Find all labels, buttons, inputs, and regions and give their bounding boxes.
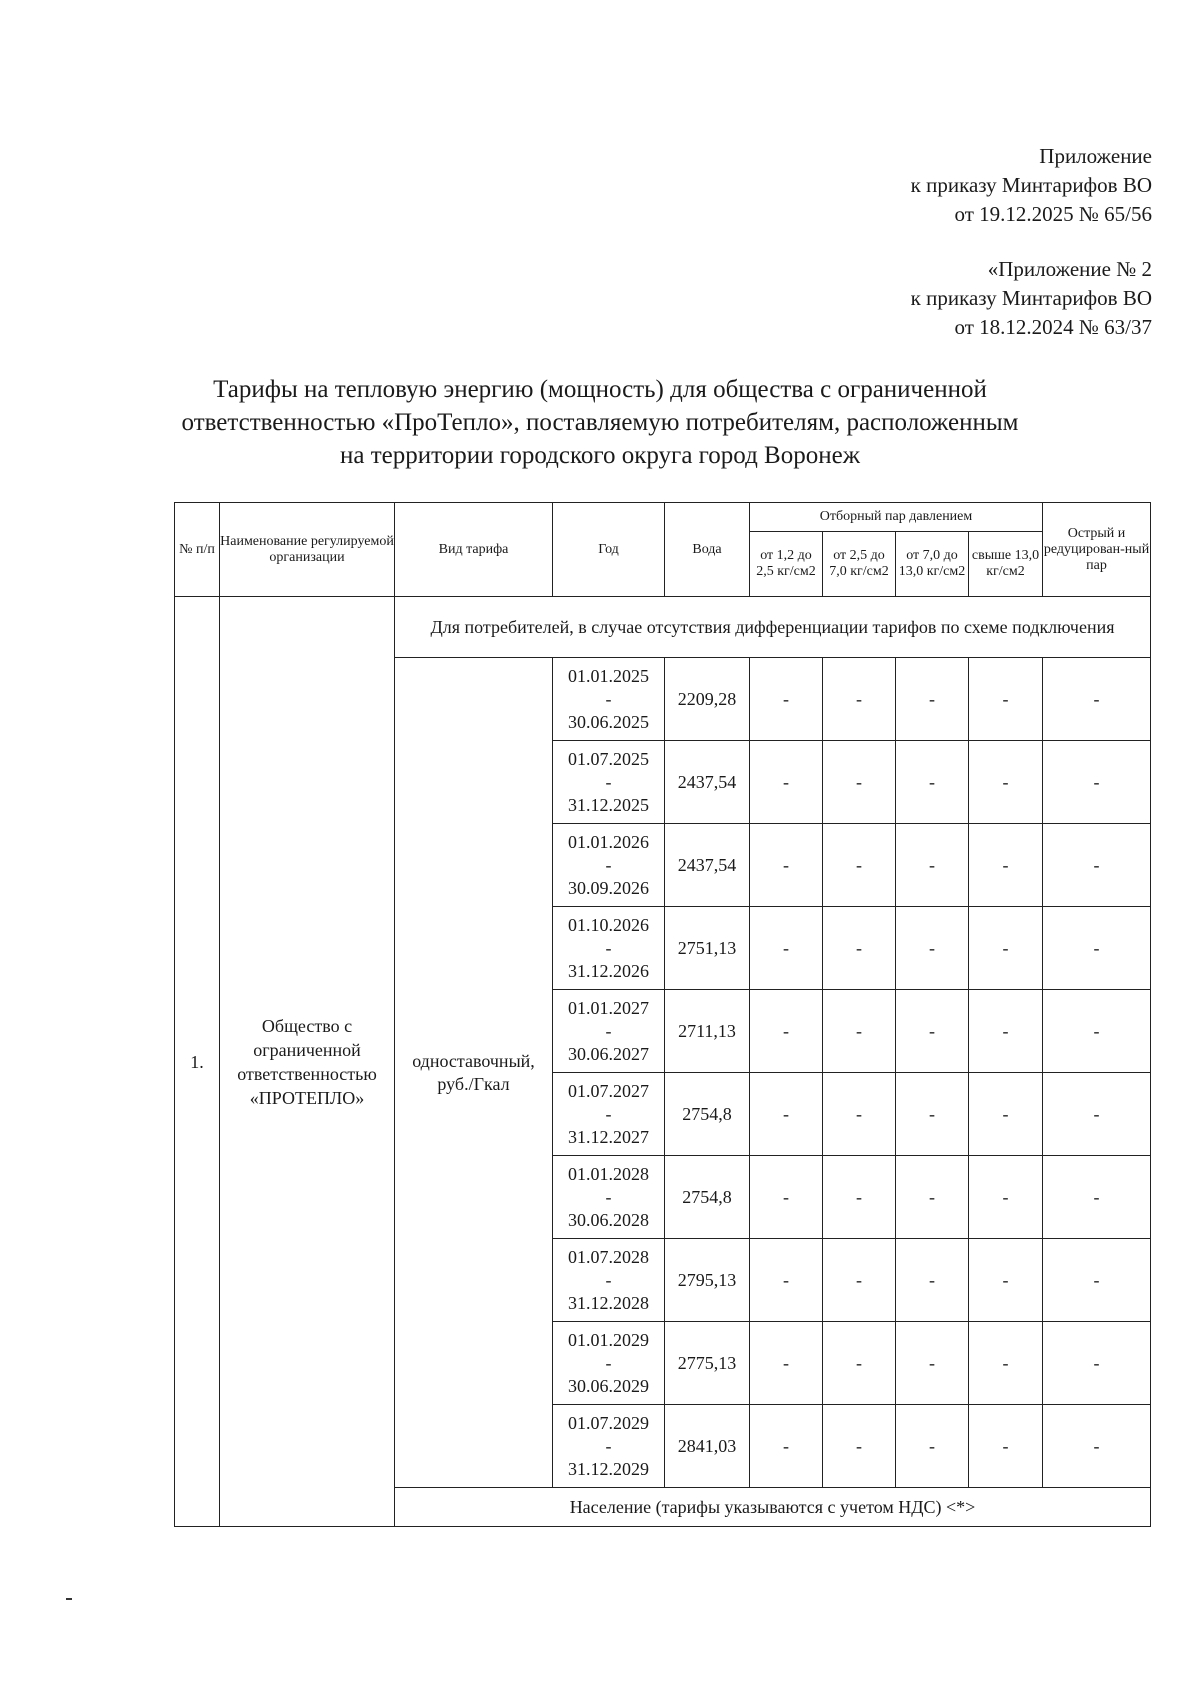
empty-value-dash: - (1043, 907, 1151, 990)
period-start: 01.10.2026 (568, 914, 649, 935)
period-start: 01.07.2027 (568, 1080, 649, 1101)
empty-value-dash: - (750, 1405, 823, 1488)
header-org: Наименование регулируемой организации (220, 503, 395, 597)
amended-order-date-number: от 18.12.2024 № 63/37 (954, 315, 1152, 339)
period-start: 01.01.2029 (568, 1329, 649, 1350)
water-tariff-value: 2711,13 (665, 990, 750, 1073)
empty-value-dash: - (1043, 1405, 1151, 1488)
period-end: 31.12.2028 (568, 1292, 649, 1313)
period-cell (553, 1156, 665, 1239)
period-start: 01.07.2025 (568, 748, 649, 769)
empty-value-dash: - (750, 1322, 823, 1405)
appendix-label: Приложение (1039, 144, 1152, 168)
amended-order-reference: к приказу Минтарифов ВО (910, 286, 1152, 310)
period-cell (553, 1073, 665, 1156)
empty-value-dash: - (896, 907, 969, 990)
header-steam-2: от 2,5 до 7,0 кг/см2 (823, 532, 896, 597)
empty-value-dash: - (823, 1405, 896, 1488)
period-cell (553, 1239, 665, 1322)
water-tariff-value: 2754,8 (665, 1156, 750, 1239)
empty-value-dash: - (1043, 658, 1151, 741)
period-end: 30.09.2026 (568, 877, 649, 898)
header-steam-1: от 1,2 до 2,5 кг/см2 (750, 532, 823, 597)
header-year: Год (553, 503, 665, 597)
empty-value-dash: - (750, 907, 823, 990)
empty-value-dash: - (896, 1322, 969, 1405)
tariff-table (174, 502, 1151, 1527)
period-end: 30.06.2025 (568, 711, 649, 732)
period-end: 31.12.2026 (568, 960, 649, 981)
period-sep: - (605, 937, 612, 958)
period-start: 01.01.2027 (568, 997, 649, 1018)
empty-value-dash: - (823, 824, 896, 907)
empty-value-dash: - (1043, 824, 1151, 907)
period-sep: - (605, 1020, 612, 1041)
period-cell (553, 824, 665, 907)
period-end: 30.06.2028 (568, 1209, 649, 1230)
header-tariff-type: Вид тарифа (395, 503, 553, 597)
period-cell (553, 907, 665, 990)
section-population: Население (тарифы указываются с учетом НДС) <*> (395, 1488, 1151, 1527)
empty-value-dash: - (896, 1073, 969, 1156)
org-name-line: «ПРОТЕПЛО» (249, 1087, 365, 1108)
empty-value-dash: - (896, 1239, 969, 1322)
empty-value-dash: - (823, 1073, 896, 1156)
document-title (150, 373, 1050, 472)
amended-appendix-label: «Приложение № 2 (987, 257, 1152, 281)
empty-value-dash: - (1043, 741, 1151, 824)
period-start: 01.01.2028 (568, 1163, 649, 1184)
header-water: Вода (665, 503, 750, 597)
period-sep: - (605, 1269, 612, 1290)
org-name-line: Общество с (261, 1015, 353, 1036)
header-num: № п/п (175, 503, 220, 597)
period-sep: - (605, 1352, 612, 1373)
period-end: 31.12.2027 (568, 1126, 649, 1147)
header-steam-4: свыше 13,0 кг/см2 (969, 532, 1043, 597)
empty-value-dash: - (750, 990, 823, 1073)
title-line-2: ответственностью «ПроТепло», поставляемую потребителям, расположенным (181, 409, 1019, 436)
empty-value-dash: - (969, 1156, 1043, 1239)
empty-value-dash: - (896, 658, 969, 741)
empty-value-dash: - (896, 990, 969, 1073)
period-start: 01.07.2028 (568, 1246, 649, 1267)
water-tariff-value: 2754,8 (665, 1073, 750, 1156)
period-end: 31.12.2025 (568, 794, 649, 815)
period-sep: - (605, 771, 612, 792)
water-tariff-value: 2841,03 (665, 1405, 750, 1488)
empty-value-dash: - (1043, 1322, 1151, 1405)
period-end: 30.06.2027 (568, 1043, 649, 1064)
empty-value-dash: - (1043, 1073, 1151, 1156)
empty-value-dash: - (750, 1156, 823, 1239)
empty-value-dash: - (1043, 1156, 1151, 1239)
water-tariff-value: 2775,13 (665, 1322, 750, 1405)
empty-value-dash: - (823, 1322, 896, 1405)
empty-value-dash: - (969, 907, 1043, 990)
empty-value-dash: - (1043, 990, 1151, 1073)
empty-value-dash: - (823, 990, 896, 1073)
scan-mark (66, 1598, 72, 1600)
order-reference: к приказу Минтарифов ВО (910, 173, 1152, 197)
order-date-number: от 19.12.2025 № 65/56 (954, 202, 1152, 226)
period-sep: - (605, 1103, 612, 1124)
period-cell (553, 1322, 665, 1405)
empty-value-dash: - (823, 1239, 896, 1322)
water-tariff-value: 2437,54 (665, 824, 750, 907)
title-line-1: Тарифы на тепловую энергию (мощность) для общества с ограниченной (213, 376, 987, 403)
water-tariff-value: 2751,13 (665, 907, 750, 990)
empty-value-dash: - (823, 741, 896, 824)
water-tariff-value: 2209,28 (665, 658, 750, 741)
period-cell (553, 1405, 665, 1488)
header-sharp-steam: Острый и редуцирован-ный пар (1043, 503, 1151, 597)
tariff-type-line: руб./Гкал (437, 1073, 510, 1094)
empty-value-dash: - (896, 1156, 969, 1239)
water-tariff-value: 2437,54 (665, 741, 750, 824)
section-no-differentiation: Для потребителей, в случае отсутствия дифференциации тарифов по схеме подключения (395, 597, 1151, 658)
period-cell (553, 658, 665, 741)
empty-value-dash: - (823, 658, 896, 741)
period-end: 31.12.2029 (568, 1458, 649, 1479)
tariff-type (395, 658, 553, 1488)
empty-value-dash: - (969, 741, 1043, 824)
empty-value-dash: - (750, 1073, 823, 1156)
title-line-3: на территории городского округа город Воронеж (340, 442, 860, 469)
period-start: 01.01.2026 (568, 831, 649, 852)
header-steam-3: от 7,0 до 13,0 кг/см2 (896, 532, 969, 597)
amended-appendix-header (911, 255, 1152, 342)
period-sep: - (605, 688, 612, 709)
org-name-line: ответственностью (237, 1063, 377, 1084)
period-sep: - (605, 1435, 612, 1456)
empty-value-dash: - (750, 1239, 823, 1322)
period-start: 01.07.2029 (568, 1412, 649, 1433)
empty-value-dash: - (969, 1322, 1043, 1405)
empty-value-dash: - (750, 658, 823, 741)
empty-value-dash: - (896, 741, 969, 824)
empty-value-dash: - (969, 990, 1043, 1073)
empty-value-dash: - (896, 824, 969, 907)
empty-value-dash: - (750, 824, 823, 907)
appendix-header (911, 142, 1152, 229)
water-tariff-value: 2795,13 (665, 1239, 750, 1322)
empty-value-dash: - (896, 1405, 969, 1488)
empty-value-dash: - (969, 658, 1043, 741)
empty-value-dash: - (969, 1239, 1043, 1322)
org-name-line: ограниченной (253, 1039, 361, 1060)
period-sep: - (605, 1186, 612, 1207)
empty-value-dash: - (823, 907, 896, 990)
period-end: 30.06.2029 (568, 1375, 649, 1396)
period-start: 01.01.2025 (568, 665, 649, 686)
header-steam-group: Отборный пар давлением (750, 503, 1043, 532)
org-name (220, 597, 395, 1527)
period-cell (553, 741, 665, 824)
period-cell (553, 990, 665, 1073)
empty-value-dash: - (969, 824, 1043, 907)
empty-value-dash: - (823, 1156, 896, 1239)
period-sep: - (605, 854, 612, 875)
tariff-type-line: одноставочный, (412, 1050, 535, 1071)
empty-value-dash: - (750, 741, 823, 824)
empty-value-dash: - (969, 1073, 1043, 1156)
row-number: 1. (175, 597, 220, 1527)
empty-value-dash: - (1043, 1239, 1151, 1322)
empty-value-dash: - (969, 1405, 1043, 1488)
